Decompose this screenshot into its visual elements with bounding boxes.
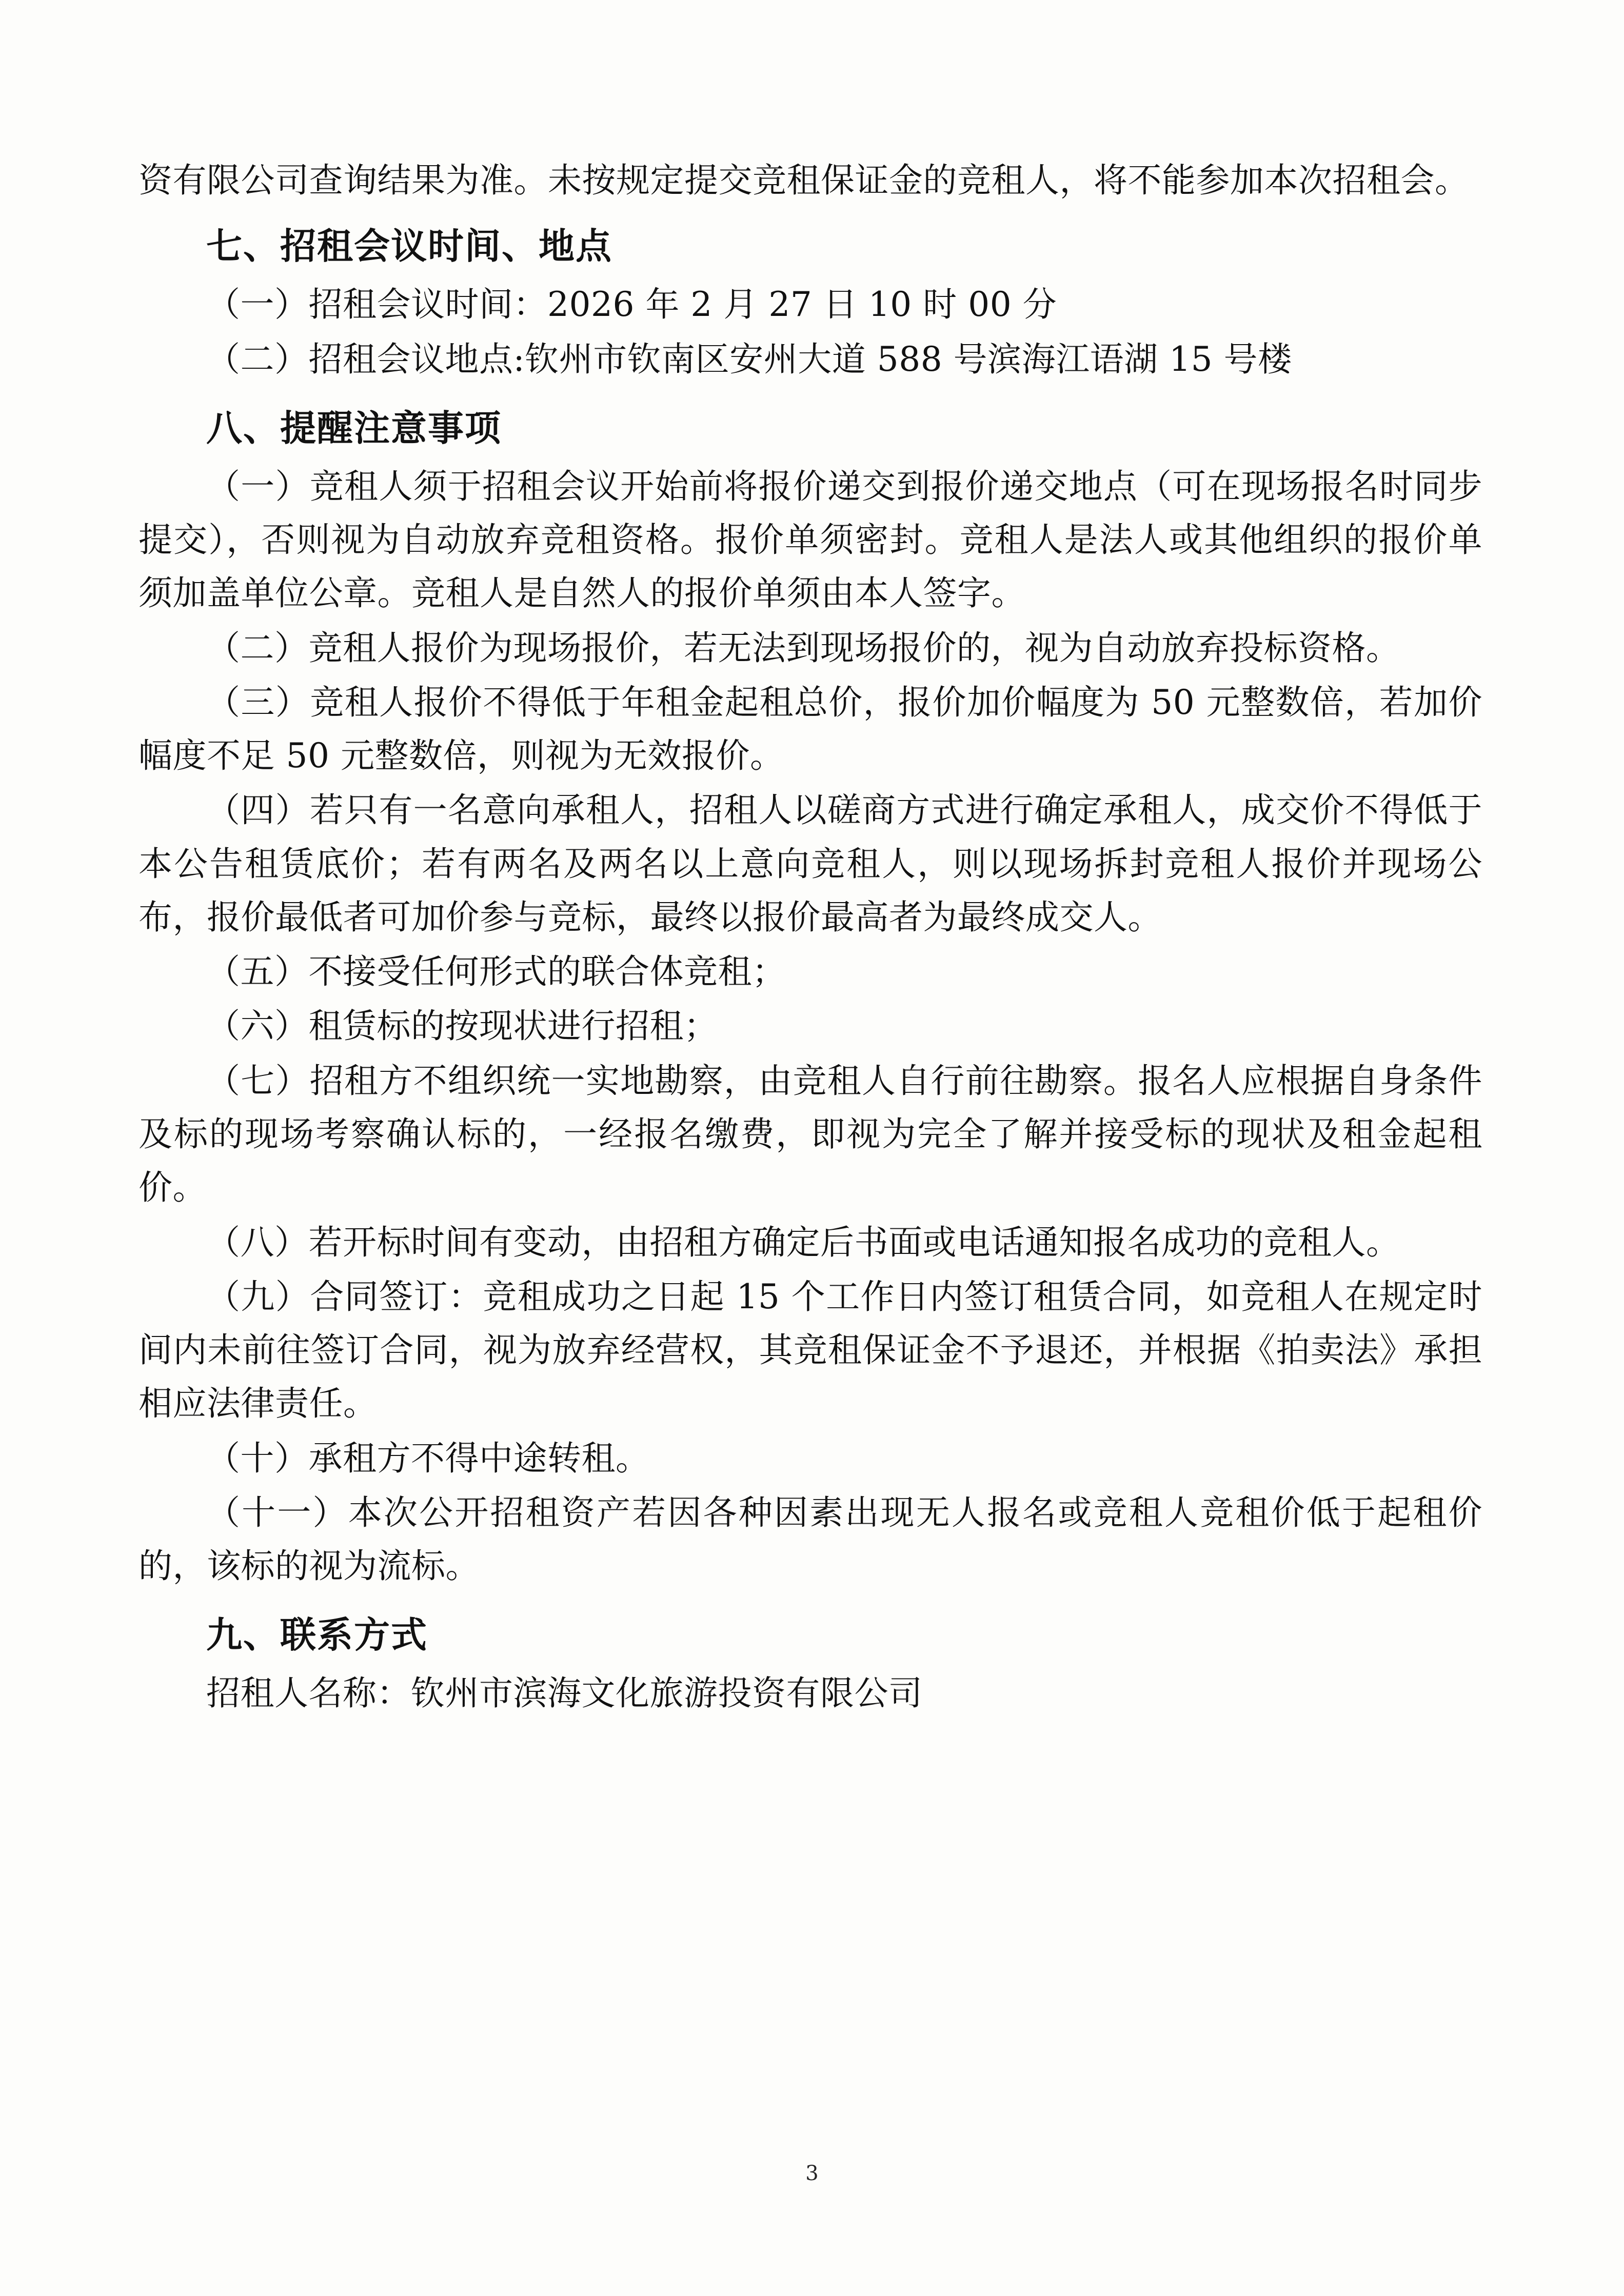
section-8-item-10: （十）承租方不得中途转租。 (206, 1438, 650, 1478)
section-7-item-2: （二）招租会议地点:钦州市钦南区安州大道 588 号滨海江语湖 15 号楼 (206, 339, 1292, 379)
section-9-item-1: 招租人名称：钦州市滨海文化旅游投资有限公司 (206, 1673, 923, 1713)
section-8-item-8: （八）若开标时间有变动，由招租方确定后书面或电话通知报名成功的竞租人。 (206, 1222, 1400, 1262)
section-8-item-6: （六）租赁标的按现状进行招租； (206, 1006, 718, 1046)
section-heading-9: 九、联系方式 (206, 1614, 428, 1656)
section-8-item-11: （十一）本次公开招租资产若因各种因素出现无人报名或竞租人竞租价低于起租价的，该标的视为流标。 (138, 1492, 1482, 1586)
section-heading-8: 八、提醒注意事项 (206, 407, 502, 449)
section-8-item-2: （二）竞租人报价为现场报价，若无法到现场报价的，视为自动放弃投标资格。 (206, 628, 1400, 668)
section-7-item-1: （一）招租会议时间：2026 年 2 月 27 日 10 时 00 分 (206, 285, 1057, 325)
section-heading-7: 七、招租会议时间、地点 (206, 225, 612, 268)
document-body (138, 154, 1482, 1722)
section-8-item-4: （四）若只有一名意向承租人，招租人以磋商方式进行确定承租人，成交价不得低于本公告租赁底价；若有两名及两名以上意向竞租人，则以现场拆封竞租人报价并现场公布，报价最低者可加价参与竞标，最终以报价最高者为最终成交人。 (138, 790, 1482, 937)
section-8-item-3: （三）竞租人报价不得低于年租金起租总价，报价加价幅度为 50 元整数倍，若加价幅度不足 50 元整数倍，则视为无效报价。 (138, 682, 1482, 776)
section-8-item-7: （七）招租方不组织统一实地勘察，由竞租人自行前往勘察。报名人应根据自身条件及标的现场考察确认标的，一经报名缴费，即视为完全了解并接受标的现状及租金起租价。 (138, 1061, 1482, 1208)
section-8-item-5: （五）不接受任何形式的联合体竞租； (206, 952, 786, 992)
continuation-paragraph: 资有限公司查询结果为准。未按规定提交竞租保证金的竞租人，将不能参加本次招租会。 (138, 161, 1469, 200)
page-number: 3 (805, 2162, 819, 2185)
section-8-item-1: （一）竞租人须于招租会议开始前将报价递交到报价递交地点（可在现场报名时同步提交），否则视为自动放弃竞租资格。报价单须密封。竞租人是法人或其他组织的报价单须加盖单位公章。竞租人是自然人的报价单须由本人签字。 (138, 466, 1482, 613)
section-8-item-9: （九）合同签订：竞租成功之日起 15 个工作日内签订租赁合同，如竞租人在规定时间内未前往签订合同，视为放弃经营权，其竞租保证金不予退还，并根据《拍卖法》承担相应法律责任。 (138, 1276, 1482, 1424)
